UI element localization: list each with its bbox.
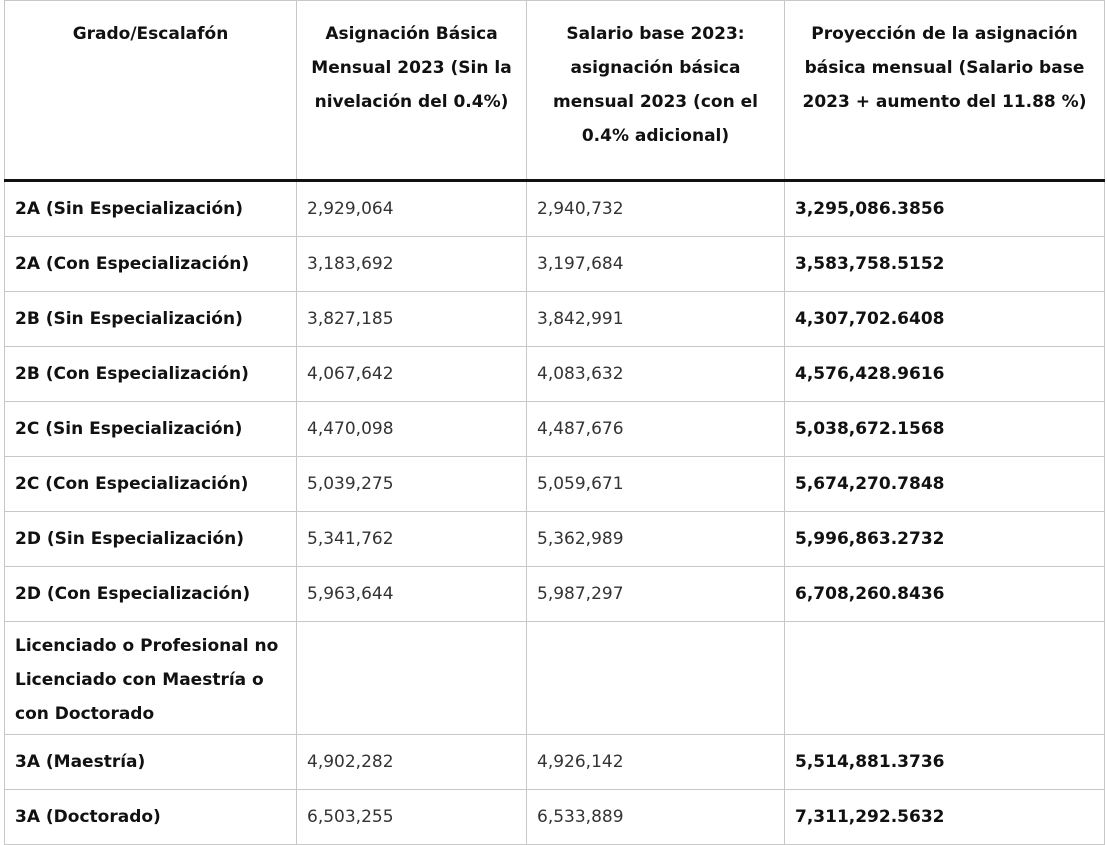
salary-table (4, 0, 1105, 845)
cell-base-con: 2,940,732 (527, 181, 785, 237)
cell-grade: 2D (Sin Especialización) (5, 512, 297, 567)
cell-proyeccion: 7,311,292.5632 (785, 790, 1105, 845)
header-row (5, 1, 1105, 181)
cell-proyeccion: 5,996,863.2732 (785, 512, 1105, 567)
cell-base-con: 4,926,142 (527, 735, 785, 790)
cell-proyeccion: 3,583,758.5152 (785, 237, 1105, 292)
cell-grade: 2C (Con Especialización) (5, 457, 297, 512)
cell-grade: 2B (Sin Especialización) (5, 292, 297, 347)
table-row (5, 622, 1105, 735)
cell-base-sin: 4,902,282 (297, 735, 527, 790)
cell-proyeccion (785, 622, 1105, 735)
cell-base-con: 5,987,297 (527, 567, 785, 622)
cell-proyeccion: 6,708,260.8436 (785, 567, 1105, 622)
cell-proyeccion: 3,295,086.3856 (785, 181, 1105, 237)
table-row (5, 181, 1105, 237)
cell-grade: 2D (Con Especialización) (5, 567, 297, 622)
cell-base-con: 6,533,889 (527, 790, 785, 845)
table-row (5, 292, 1105, 347)
cell-base-sin: 3,827,185 (297, 292, 527, 347)
table-row (5, 402, 1105, 457)
cell-proyeccion: 5,674,270.7848 (785, 457, 1105, 512)
cell-base-sin: 5,039,275 (297, 457, 527, 512)
table-row (5, 567, 1105, 622)
cell-base-con: 4,083,632 (527, 347, 785, 402)
cell-grade: Licenciado o Profesional no Licenciado con Maestría o con Doctorado (5, 622, 297, 735)
table-row (5, 457, 1105, 512)
cell-base-con: 5,362,989 (527, 512, 785, 567)
cell-base-sin: 4,470,098 (297, 402, 527, 457)
cell-proyeccion: 4,576,428.9616 (785, 347, 1105, 402)
cell-base-con (527, 622, 785, 735)
header-salario-base: Salario base 2023: asignación básica mensual 2023 (con el 0.4% adicional) (527, 1, 785, 181)
table-row (5, 735, 1105, 790)
table-row (5, 237, 1105, 292)
cell-base-sin: 2,929,064 (297, 181, 527, 237)
cell-grade: 3A (Maestría) (5, 735, 297, 790)
cell-grade: 3A (Doctorado) (5, 790, 297, 845)
cell-grade: 2C (Sin Especialización) (5, 402, 297, 457)
cell-base-sin (297, 622, 527, 735)
cell-base-con: 4,487,676 (527, 402, 785, 457)
cell-base-con: 3,842,991 (527, 292, 785, 347)
cell-proyeccion: 4,307,702.6408 (785, 292, 1105, 347)
header-asignacion-basica: Asignación Básica Mensual 2023 (Sin la nivelación del 0.4%) (297, 1, 527, 181)
cell-base-sin: 6,503,255 (297, 790, 527, 845)
cell-proyeccion: 5,038,672.1568 (785, 402, 1105, 457)
header-proyeccion: Proyección de la asignación básica mensual (Salario base 2023 + aumento del 11.88 %) (785, 1, 1105, 181)
cell-proyeccion: 5,514,881.3736 (785, 735, 1105, 790)
cell-base-sin: 5,963,644 (297, 567, 527, 622)
cell-base-sin: 4,067,642 (297, 347, 527, 402)
table-row (5, 347, 1105, 402)
cell-base-sin: 3,183,692 (297, 237, 527, 292)
cell-grade: 2A (Con Especialización) (5, 237, 297, 292)
cell-base-con: 5,059,671 (527, 457, 785, 512)
table-row (5, 512, 1105, 567)
cell-base-sin: 5,341,762 (297, 512, 527, 567)
cell-base-con: 3,197,684 (527, 237, 785, 292)
cell-grade: 2A (Sin Especialización) (5, 181, 297, 237)
table-row (5, 790, 1105, 845)
header-grado: Grado/Escalafón (5, 1, 297, 181)
cell-grade: 2B (Con Especialización) (5, 347, 297, 402)
